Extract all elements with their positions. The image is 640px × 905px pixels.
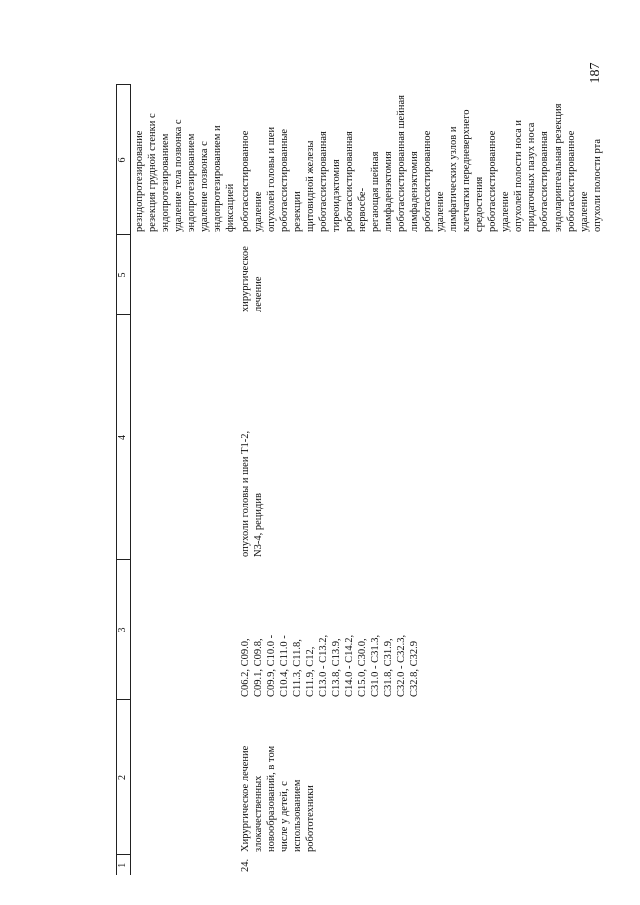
method-line: клетчатки передневерхнего <box>461 109 473 232</box>
icd-code-line: C32.0 - C32.3, <box>396 634 408 697</box>
icd-code-line: C13.8, C13.9, <box>331 638 343 697</box>
method-line: роботассистированное удаление <box>487 130 512 232</box>
row-name-line: использованием <box>292 779 304 852</box>
continuation-method-line: эндопротезированием <box>160 133 172 232</box>
icd-code-line: C11.9, C12, <box>305 646 317 697</box>
icd-code-line: C06.2, C09.0, <box>240 638 252 697</box>
method-line: роботассистированное удаление <box>422 130 447 232</box>
continuation-method-line: удаление позвонка с <box>199 141 211 232</box>
table-row-24 <box>237 85 603 875</box>
icd-codes-cell <box>237 560 603 700</box>
diagnosis-line: опухоли головы и шеи T1-2, <box>240 430 252 557</box>
method-line: роботассистированная <box>318 131 330 232</box>
column-header-4: 4 <box>117 315 131 560</box>
icd-code-line: C31.8, C31.9, <box>383 638 395 697</box>
method-line: роботассистированное удаление <box>240 130 265 232</box>
method-line: лимфатических узлов и <box>448 126 460 232</box>
row-name-line: злокачественных <box>253 775 265 852</box>
row-name-cell <box>237 700 603 855</box>
column-header-5: 5 <box>117 235 131 315</box>
method-line: роботассистированная <box>539 131 551 232</box>
method-line: роботассистированное удаление <box>565 130 590 232</box>
icd-code-line: C15.0, C30.0, <box>357 638 369 697</box>
method-line: роботассистированные резекции <box>279 128 304 232</box>
method-line: лимфаденэктомия <box>409 151 421 232</box>
continuation-methods-cell <box>131 85 238 235</box>
row-name-line: новообразований, в том <box>266 745 278 852</box>
method-line: щитовидной железы <box>305 140 317 232</box>
column-header-3: 3 <box>117 560 131 700</box>
treatment-type-line: лечение <box>253 276 265 312</box>
icd-code-line: C14.0 - C14.2, <box>344 634 356 697</box>
continuation-method-line: фиксацией <box>225 183 237 232</box>
row-name-line: Хирургическое лечение <box>240 745 252 852</box>
method-line: эндоларингеальная резекция <box>552 103 564 232</box>
icd-code-line: C13.0 - C13.2, <box>318 634 330 697</box>
method-line: регающая шейная <box>370 151 382 232</box>
icd-code-line: C32.8, C32.9 <box>409 640 421 697</box>
method-line: роботассистированная нервосбе- <box>344 131 369 232</box>
diagnosis-line: N3-4, рецидив <box>253 493 265 557</box>
icd-code-line: C11.3, C11.8, <box>292 639 304 697</box>
column-header-2: 2 <box>117 700 131 855</box>
method-line: опухолей головы и шеи <box>266 126 278 232</box>
icd-code-line: C09.9, C10.0 - <box>266 634 278 697</box>
column-number-header-row <box>117 85 131 875</box>
icd-code-line: C31.0 - C31.3, <box>370 634 382 697</box>
icd-code-line: C09.1, C09.8, <box>253 638 265 697</box>
rotated-table-sheet <box>116 85 603 875</box>
treatment-type-cell <box>237 235 603 315</box>
method-line: опухолей полости носа и <box>513 119 525 232</box>
page-number: 187 <box>588 62 603 84</box>
method-line: придаточных пазух носа <box>526 122 538 232</box>
column-header-1: 1 <box>117 855 131 875</box>
continuation-method-line: резндопротезирование <box>134 130 145 232</box>
method-line: средостения <box>474 176 486 232</box>
method-line: лимфаденэктомия <box>383 151 395 232</box>
diagnosis-cell <box>237 315 603 560</box>
row-number: 24. <box>240 858 252 872</box>
column-header-6: 6 <box>117 85 131 235</box>
continuation-method-line: эндопротезированием <box>186 133 198 232</box>
treatment-type-line: хирургическое <box>240 246 252 312</box>
icd-code-line: C10.4, C11.0 - <box>279 635 291 697</box>
medical-care-table <box>116 85 604 876</box>
row-name-line: числе у детей, с <box>279 781 291 852</box>
continuation-method-line: резекция грудной стенки с <box>147 113 159 232</box>
continuation-method-line: эндопротезированием и <box>212 125 224 232</box>
row-name-line: робототехники <box>305 785 317 852</box>
treatment-methods-cell <box>237 85 603 235</box>
continuation-row <box>131 85 238 875</box>
method-line: опухоли полости рта <box>591 138 603 232</box>
method-line: роботассистированная шейная <box>396 95 408 232</box>
method-line: тиреоидэктомия <box>331 159 343 232</box>
continuation-method-line: удаление тела позвонка с <box>173 119 185 232</box>
